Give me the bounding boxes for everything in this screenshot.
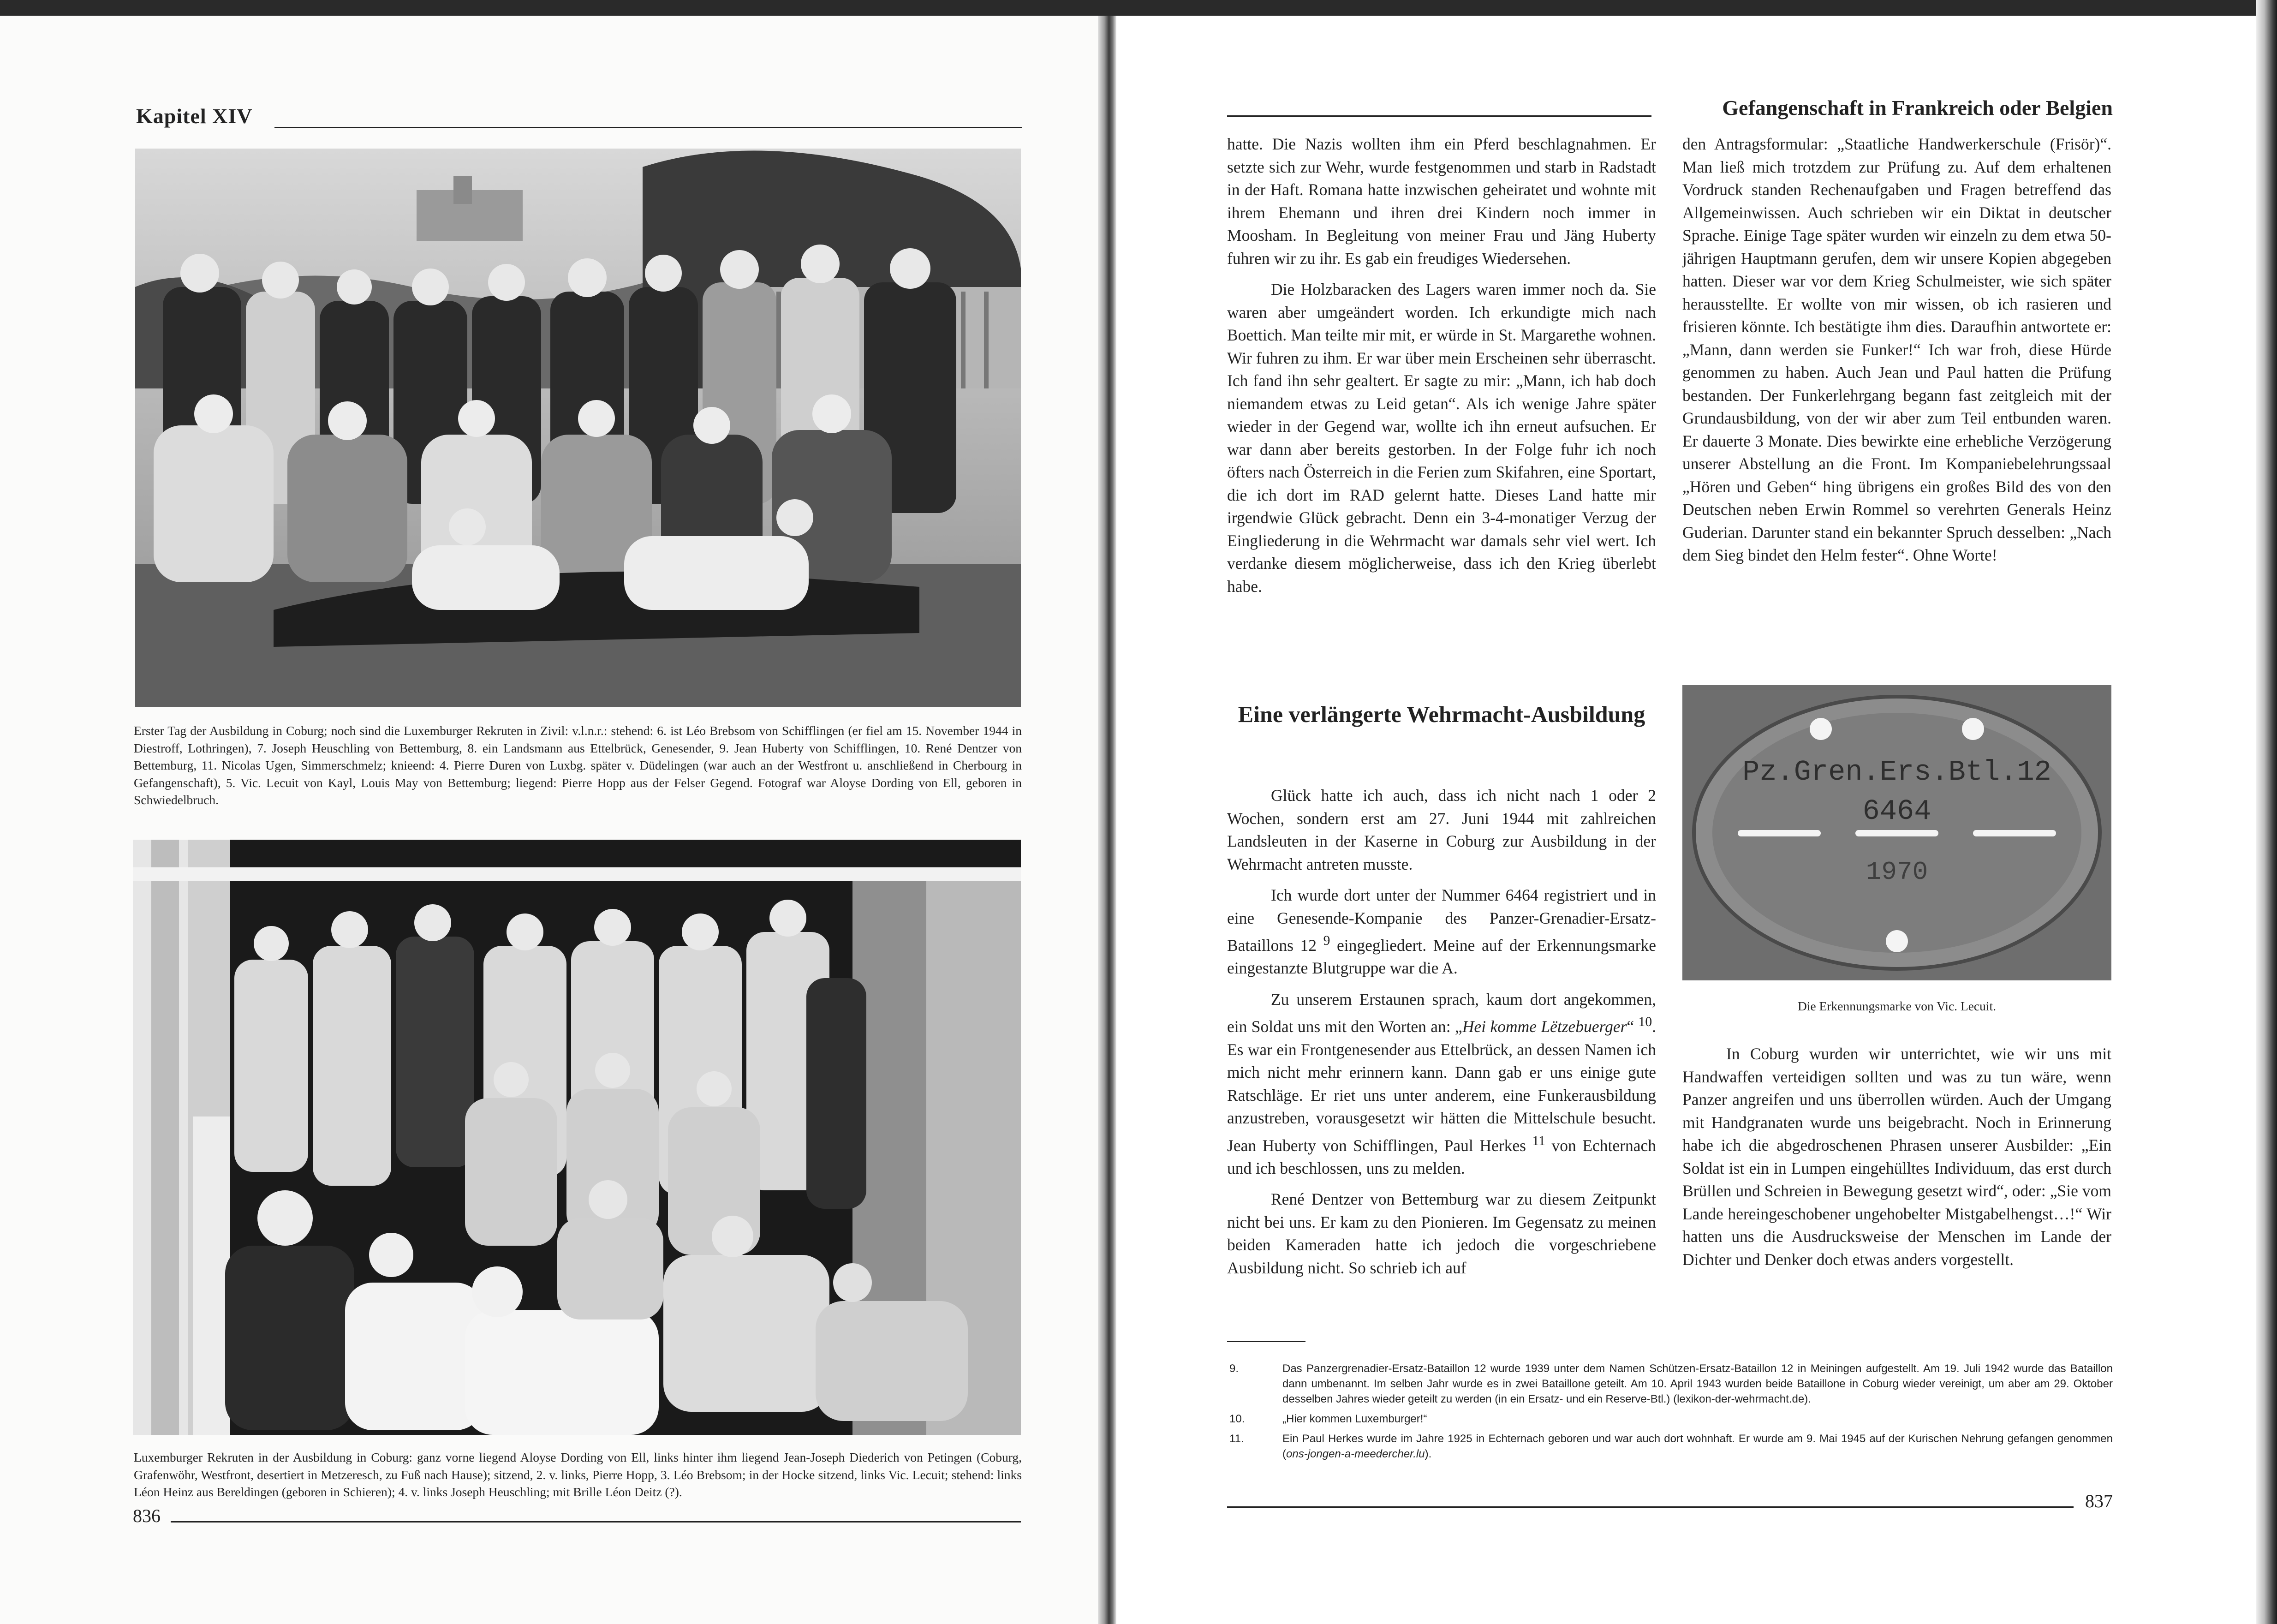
header-rule-right [1227, 115, 1651, 117]
paragraph: Die Holzbaracken des Lagers waren immer noch da. Sie waren aber umgeändert worden. Ich erkundigte mich nach Boettich. Man teilte mir mit, er würde in St. Margarethe wohnen. Wir fuhren zu ihm. Er war über mein Erscheinen sehr überrascht. Ich fand ihn sehr gealtert. Er sagte zu mir: „Mann, ich hab doch niemandem etwas zu Leid getan“. Als ich wenige Jahre später wieder in der Gegend war, wollte ich ihn erneut aufsuchen. Er war dann aber bereits gestorben. In der Folge fuhr ich noch öfters nach Österreich in die Ferien zum Skifahren, eine Sportart, die ich dort im RAD gelernt hatte. Dieses Land hatte mir irgendwie Glück gebracht. Denn ein 3-4-monatiger Verzug der Eingliederung in die Wehrmacht war damals sehr viel wert. Ich verdanke diesem möglicherweise, dass ich den Krieg überlebt habe. [1227, 280, 1656, 596]
column-b-top [1682, 133, 2111, 567]
paragraph: Glück hatte ich auch, dass ich nicht nach 1 oder 2 Wochen, sondern erst am 27. Juni 1944 mit zahlreichen Landsleuten in der Kaserne in Coburg zur Ausbildung in der Wehrmacht antreten musste. [1227, 786, 1656, 873]
footnote-9 [1229, 1361, 2113, 1407]
footnote-text: „Hier kommen Luxemburger!“ [1282, 1413, 1427, 1425]
text-run: Zu unserem Erstaunen sprach, kaum dort angekommen, ein Soldat uns mit den Worten an: „ [1227, 990, 1656, 1036]
column-a-top [1227, 133, 1656, 598]
column-b-bottom [1682, 1043, 2111, 1271]
chapter-section-title: Gefangenschaft in Frankreich oder Belgien [1722, 96, 2113, 119]
dogtag-unit-text: Pz.Gren.Ers.Btl.12 [1742, 756, 2051, 788]
page-number-left: 836 [133, 1505, 161, 1526]
paragraph: den Antragsformular: „Staatliche Handwerkerschule (Frisör)“. Man ließ mich trotzdem zur Prüfung zu. Auf dem erhaltenen Vordruck standen Rechenaufgaben und Fragen betreffend das Allgemeinwissen. Auch schrieben wir ein Diktat in deutscher Sprache. Einige Tage später wurden wir einzeln zu dem etwa 50-jährigen Hauptmann gerufen, dem wir unsere Kopien abgegeben hatten. Dieser war vor dem Krieg Schulmeister, wie sich später herausstellte. Er wollte von mir wissen, ob ich rasieren und frisieren könnte. Ich bestätigte ihm dies. Daraufhin antwortete er: „Mann, dann werden sie Funker!“ Ich war froh, diese Hürde genommen zu haben. Auch Jean und Paul hatten die Prüfung bestanden. Der Funkerlehrgang begann fast zeitgleich mit der Grundausbildung, von der wir aber zum Teil entbunden waren. Er dauerte 3 Monate. Dies bewirkte eine erhebliche Verzögerung unserer Abstellung an die Front. Im Kompaniebelehrungssaal „Hören und Geben“ hing übrigens ein großes Bild des von den Deutschen neben Erwin Rommel so verehrten Generals Heinz Guderian. Darunter stand ein bekannter Spruch desselben: „Nach dem Sieg bindet den Helm fester“. Ohne Worte! [1682, 135, 2111, 564]
text-run: Ein Paul Herkes wurde im Jahre 1925 in Echternach geboren und war auch dort wohnhaft. Er wurde am 9. Mai 1945 auf der Kurischen Nehrung gefangen genommen ( [1282, 1433, 2113, 1460]
footnote-10 [1229, 1411, 2113, 1427]
dog-tag-caption: Die Erkennungsmarke von Vic. Lecuit. [1797, 999, 1997, 1013]
footnote-11 [1229, 1431, 2113, 1462]
text-run: . Es war ein Frontgenesender aus Ettelbrück, an dessen Namen ich mich nicht mehr erinnern kann. Dann gab er uns einige gute Ratschläge. Er riet uns unter anderem, eine Funkerausbildung anzustreben, vorausgesetzt wir hätten die Mittelschule besucht. Jean Huberty von Schifflingen, Paul Herkes [1227, 1017, 1656, 1155]
footnote-ref-10[interactable]: 10 [1638, 1015, 1652, 1030]
footnote-text [1282, 1431, 2113, 1462]
text-run: “ [1627, 1017, 1634, 1036]
dogtag-lower-text: 1970 [1866, 857, 1928, 887]
paragraph [1227, 988, 1656, 1180]
footnote-number: 10. [1229, 1413, 1245, 1425]
photo-caption-1: Erster Tag der Ausbildung in Coburg; noch sind die Luxemburger Rekruten in Zivil: v.l.n.r.: stehend: 6. ist Léo Brebsom von Schifflingen (er fiel am 15. November 1944 in Diestroff, Lothringen), 7. Joseph Heuschling von Bettemburg, 8. ein Landsmann aus Ettelbrück, Genesender, 9. Jean Huberty von Schifflingen, 10. René Dentzer von Bettemburg, 11. Nicolas Ugen, Simmerschmelz; knieend: 4. Pierre Duren von Luxbg. später v. Düdelingen (war auch an der Westfront u. anschließend in Cherbourg in Gefangenschaft), 5. Vic. Lecuit von Kayl, Louis May von Bettemburg; liegend: Pierre Hopp aus der Felser Gegend. Fotograf war Aloyse Dording von Ell, geboren in Schwiedelbruch. [134, 723, 1022, 807]
dog-tag-image [1682, 685, 2111, 980]
running-head-right [1227, 95, 2113, 122]
footnote-ref-9[interactable]: 9 [1323, 933, 1330, 948]
luxembourgish-quote: Hei komme Lëtzebuerger [1462, 1017, 1627, 1036]
footer-rule-right [1227, 1506, 2074, 1508]
dog-tag-photo [1682, 685, 2111, 980]
section-heading: Eine verlängerte Wehrmacht-Ausbildung [1238, 701, 1645, 727]
text-run: ). [1425, 1448, 1432, 1460]
paragraph: hatte. Die Nazis wollten ihm ein Pferd beschlagnahmen. Er setzte sich zur Wehr, wurde festgenommen und starb in Radstadt in der Haft. Romana hatte inzwischen geheiratet und wohnte mit ihrem Ehemann und ihren drei Kindern noch immer in Moosham. In Begleitung von meiner Frau und Jäng Huberty fuhren wir zu ihr. Es gab ein freudiges Wiedersehen. [1227, 135, 1656, 268]
text-run: eingegliedert. Meine auf der Erkennungsmarke eingestanzte Blutgruppe war die A. [1227, 936, 1656, 978]
source-link-text: ons-jongen-a-meedercher.lu [1286, 1448, 1425, 1460]
dogtag-number-text: 6464 [1862, 795, 1931, 828]
photo-caption-2: Luxemburger Rekruten in der Ausbildung in Coburg: ganz vorne liegend Aloyse Dording von Ell, links hinter ihm liegend Jean-Joseph Diederich von Petingen (Coburg, Grafenwöhr, Westfront, desertiert in Metzeresch, zu Fuß nach Hause); sitzend, 2. v. links, Pierre Hopp, 3. Léo Brebsom; in der Hocke sitzend, links Vic. Lecuit; stehend: links Léon Heinz aus Bereldingen (geboren in Schieren); 4. v. links Joseph Heuschling; mit Brille Léon Deitz (?). [134, 1450, 1022, 1499]
page-number-right: 837 [2085, 1491, 2113, 1511]
footnote-text: Das Panzergrenadier-Ersatz-Bataillon 12 wurde 1939 unter dem Namen Schützen-Ersatz-Bataillon 12 in Meiningen aufgestellt. Am 19. Juli 1942 wurde das Bataillon dann umbenannt. Im selben Jahr wurde es in zwei Bataillone geteilt. Am 10. April 1943 wurden beide Bataillone in Coburg wieder vereinigt, um aber am 29. Oktober desselben Jahres wieder geteilt zu werden (in ein Ersatz- und ein Reserve-Btl.) (lexikon-der-wehrmacht.de). [1282, 1362, 2113, 1405]
column-a-bottom [1227, 784, 1656, 1279]
footnotes [1229, 1361, 2113, 1466]
chapter-title: Kapitel XIV [136, 104, 253, 128]
paragraph: In Coburg wurden wir unterrichtet, wie wir uns mit Handwaffen verteidigen sollten und was zu tun wäre, wenn Panzer angreifen und uns überrollen würden. Auch der Umgang mit Handgranaten wurde uns beigebracht. Noch in Erinnerung habe ich die abgedroschenen Phrasen unserer Ausbilder: „Ein Soldat ist ein in Lumpen eingehülltes Individuum, das erst durch Brüllen und Schreien in Bewegung gesetzt wird“, oder: „Sie vom Lande hereingeschobener ungehobelter Mistgabelhengst…!“ Wir hatten uns die Ausdrucksweise der Menschen im Lande der Dichter und Denker doch etwas anders vorgestellt. [1682, 1045, 2111, 1269]
footnote-rule [1227, 1341, 1305, 1342]
footnote-number: 9. [1229, 1362, 1239, 1375]
footnote-ref-11[interactable]: 11 [1532, 1133, 1545, 1148]
paragraph [1227, 884, 1656, 980]
paragraph: René Dentzer von Bettemburg war zu diesem Zeitpunkt nicht bei uns. Er kam zu den Pionieren. Im Gegensatz zu meinen beiden Kameraden hatte ich jedoch die vorgeschriebene Ausbildung nicht. So schrieb ich auf [1227, 1190, 1656, 1277]
footnote-number: 11. [1229, 1433, 1244, 1445]
scan-top-edge [0, 0, 2277, 16]
scan-right-edge [2256, 0, 2277, 1624]
folio-right [1227, 1490, 2113, 1513]
text-run: Ich wurde dort unter der Nummer 6464 registriert und in eine Genesende-Kompanie des Panzer-Grenadier-Ersatz-Bataillons 12 [1227, 886, 1656, 955]
text-run: von Echternach und ich beschlossen, uns zu melden. [1227, 1136, 1657, 1177]
